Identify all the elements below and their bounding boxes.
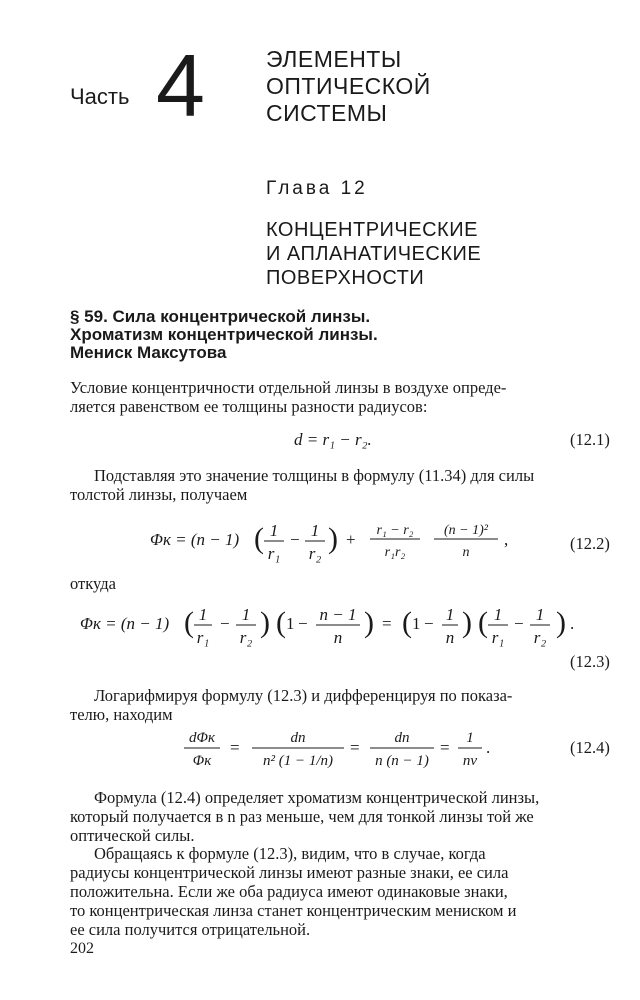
eq-den: r₂ bbox=[308, 544, 322, 563]
eq-num: 1 bbox=[535, 605, 545, 624]
eq-num: (n − 1)² bbox=[444, 523, 488, 538]
equals: = bbox=[382, 614, 392, 633]
text-line: оптической силы. bbox=[70, 826, 195, 845]
eq-den: r₁ bbox=[491, 628, 505, 647]
chapter-title bbox=[266, 218, 481, 290]
equals: = bbox=[440, 738, 450, 757]
paren: ( bbox=[402, 606, 412, 639]
eq-den: n bbox=[462, 545, 470, 560]
part-label: Часть bbox=[70, 84, 130, 109]
part-number: 4 bbox=[156, 36, 205, 135]
text-line: радиусы концентрической линзы имеют разные знаки, ее сила bbox=[70, 863, 509, 882]
eq-den: r₁r₂ bbox=[384, 545, 406, 560]
one: 1 bbox=[412, 614, 421, 633]
paren: ( bbox=[276, 606, 286, 639]
text-line: ляется равенством ее толщины разности радиусов: bbox=[70, 397, 428, 416]
text-line: телю, находим bbox=[70, 705, 173, 724]
equals: = bbox=[350, 738, 360, 757]
section-title-line: § 59. Сила концентрической линзы. bbox=[70, 307, 371, 326]
eq-num: dn bbox=[394, 730, 410, 746]
eq-num: n − 1 bbox=[319, 605, 357, 624]
paren: ) bbox=[556, 606, 566, 639]
minus: − bbox=[220, 614, 230, 633]
eq-num: 1 bbox=[310, 521, 320, 540]
paren: ( bbox=[254, 522, 264, 555]
minus: − bbox=[514, 614, 524, 633]
eq-num: 1 bbox=[493, 605, 503, 624]
chapter-title-line: ПОВЕРХНОСТИ bbox=[266, 267, 425, 289]
equation-number: (12.4) bbox=[570, 738, 610, 757]
chapter-title-line: И АПЛАНАТИЧЕСКИЕ bbox=[266, 243, 482, 265]
part-title-line: ОПТИЧЕСКОЙ bbox=[266, 73, 431, 99]
eq-den: r₂ bbox=[239, 628, 253, 647]
equation-number: (12.3) bbox=[570, 652, 610, 671]
equation-number: (12.2) bbox=[570, 534, 610, 553]
paren: ) bbox=[462, 606, 472, 639]
text-line: Формула (12.4) определяет хроматизм концентрической линзы, bbox=[94, 788, 540, 807]
eq-num: 1 bbox=[241, 605, 251, 624]
equation-12-2 bbox=[150, 510, 550, 570]
eq-den: n bbox=[333, 628, 343, 647]
eq-lhs: Φк = (n − 1) bbox=[150, 530, 240, 549]
paren: ) bbox=[260, 606, 270, 639]
text-line: Условие концентричности отдельной линзы в воздухе опреде- bbox=[70, 378, 507, 397]
part-title bbox=[266, 46, 431, 127]
paren: ) bbox=[328, 522, 338, 555]
text-line: положительна. Если же оба радиуса имеют одинаковые знаки, bbox=[70, 882, 508, 901]
page-number: 202 bbox=[70, 940, 94, 957]
part-title-line: СИСТЕМЫ bbox=[266, 100, 388, 126]
minus: − bbox=[298, 614, 308, 633]
equation-12-3 bbox=[80, 596, 620, 652]
eq-den: r₁ bbox=[267, 544, 281, 563]
minus: − bbox=[290, 530, 300, 549]
eq-num: 1 bbox=[445, 605, 455, 624]
text-line: толстой линзы, получаем bbox=[70, 485, 248, 504]
paragraph bbox=[70, 844, 616, 939]
eq-den: Φк bbox=[192, 753, 212, 769]
minus: − bbox=[424, 614, 434, 633]
text-line: то концентрическая линза станет концентрическим мениском и bbox=[70, 901, 517, 920]
eq-num: 1 bbox=[198, 605, 208, 624]
chapter-title-line: КОНЦЕНТРИЧЕСКИЕ bbox=[266, 219, 478, 241]
paragraph bbox=[70, 788, 616, 845]
section-title-line: Мениск Максутова bbox=[70, 343, 227, 362]
eq-den: nν bbox=[462, 753, 478, 769]
eq-den: n bbox=[445, 628, 455, 647]
equals: = bbox=[230, 738, 240, 757]
chapter-label: Глава 12 bbox=[266, 178, 368, 199]
paren: ) bbox=[364, 606, 374, 639]
period: . bbox=[486, 738, 491, 757]
paragraph bbox=[70, 378, 616, 416]
text-line: Подставляя это значение толщины в формулу (11.34) для силы bbox=[94, 466, 535, 485]
eq-num: 1 bbox=[269, 521, 279, 540]
paren: ( bbox=[478, 606, 488, 639]
comma: , bbox=[504, 530, 509, 549]
eq-lhs: Φк = (n − 1) bbox=[80, 614, 170, 633]
equation-number: (12.1) bbox=[570, 430, 610, 449]
one: 1 bbox=[286, 614, 295, 633]
eq-num: dn bbox=[290, 730, 306, 746]
eq-den: n² (1 − 1/n) bbox=[262, 753, 334, 769]
eq-num: 1 bbox=[466, 730, 474, 746]
part-title-line: ЭЛЕМЕНТЫ bbox=[266, 46, 402, 72]
eq-den: n (n − 1) bbox=[375, 753, 429, 769]
text-line: Логарифмируя формулу (12.3) и дифференцируя по показа- bbox=[94, 686, 513, 705]
paren: ( bbox=[184, 606, 194, 639]
paragraph bbox=[70, 574, 616, 593]
paragraph bbox=[70, 686, 616, 724]
eq-num: dΦк bbox=[189, 730, 215, 746]
paragraph bbox=[70, 466, 616, 504]
text-line: ее сила получится отрицательной. bbox=[70, 920, 311, 939]
period: . bbox=[570, 614, 575, 633]
equation-12-4 bbox=[180, 722, 560, 774]
text-line: Обращаясь к формуле (12.3), видим, что в случае, когда bbox=[94, 844, 486, 863]
section-title bbox=[70, 308, 378, 362]
plus: + bbox=[346, 530, 356, 549]
text-line: откуда bbox=[70, 574, 116, 593]
eq-num: r₁ − r₂ bbox=[376, 523, 414, 538]
equation-12-1: d = r₁ − r₂. bbox=[294, 430, 372, 449]
eq-den: r₁ bbox=[196, 628, 210, 647]
text-line: который получается в n раз меньше, чем для тонкой линзы той же bbox=[70, 807, 534, 826]
eq-den: r₂ bbox=[533, 628, 547, 647]
section-title-line: Хроматизм концентрической линзы. bbox=[70, 325, 378, 344]
